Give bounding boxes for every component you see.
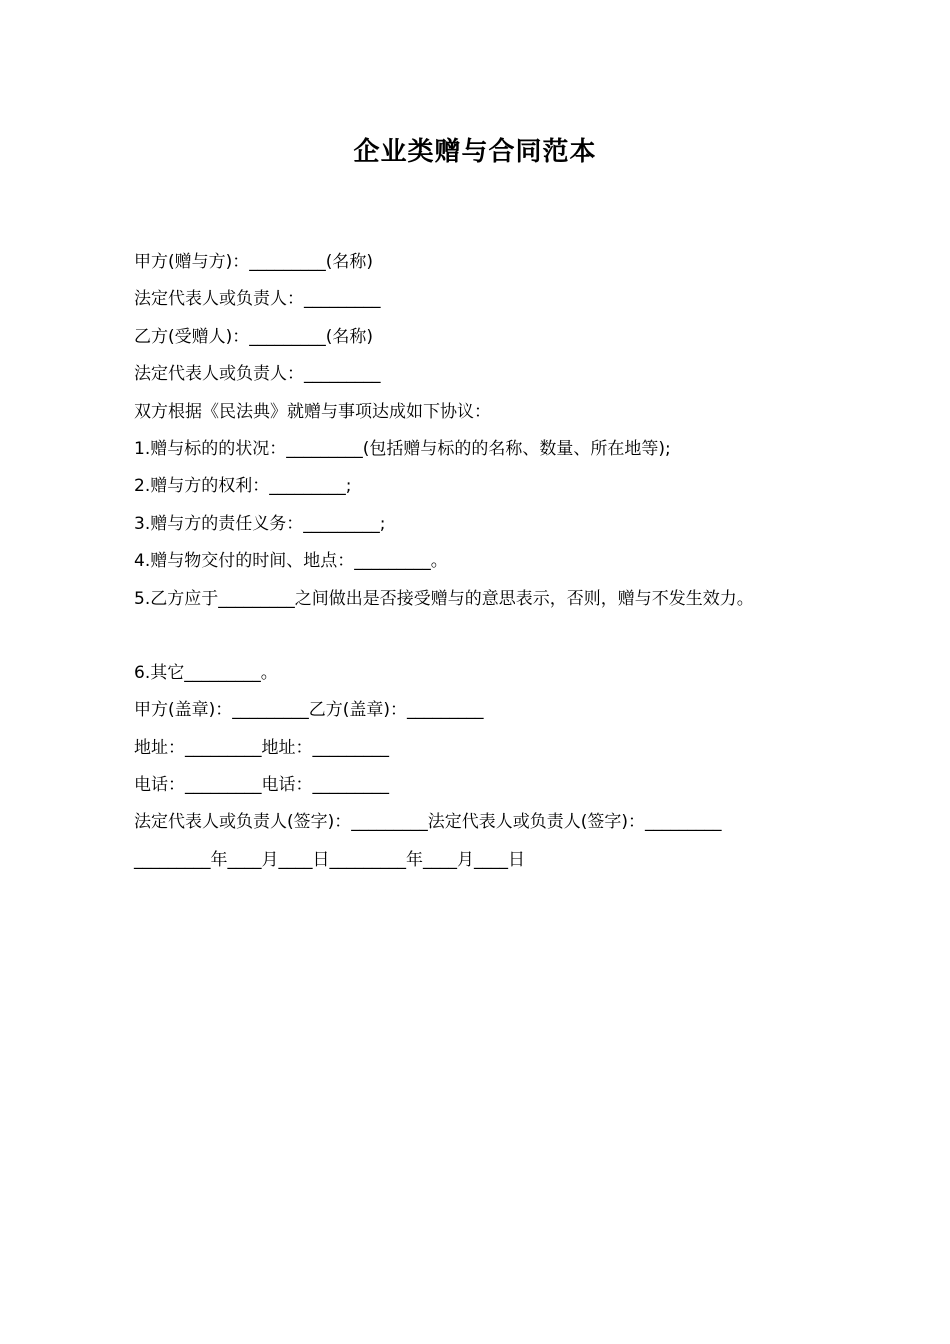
clause-1: 1.赠与标的的状况：_________(包括赠与标的的名称、数量、所在地等); [134,438,671,459]
clause-4: 4.赠与物交付的时间、地点：_________。 [134,551,448,572]
clause-6: 6.其它_________。 [134,662,278,683]
party-a-representative-line: 法定代表人或负责人：_________ [134,289,381,310]
agreement-intro-line: 双方根据《民法典》就赠与事项达成如下协议： [134,401,491,422]
party-b-line: 乙方(受赠人)：_________(名称) [134,326,374,347]
address-line: 地址：_________地址：_________ [134,737,389,758]
clause-3: 3.赠与方的责任义务：_________; [134,513,386,534]
document-title: 企业类赠与合同范本 [353,137,597,167]
date-line: _________年____月____日_________年____月____日 [134,849,525,870]
document-body [134,244,894,879]
clause-5: 5.乙方应于_________之间做出是否接受赠与的意思表示，否则，赠与不发生效力。 [134,588,754,609]
clause-2: 2.赠与方的权利：_________; [134,476,352,497]
signature-line: 法定代表人或负责人(签字)：_________法定代表人或负责人(签字)：_________ [134,812,722,833]
seal-line: 甲方(盖章)：_________乙方(盖章)：_________ [134,700,484,721]
paragraph-gap [134,618,894,655]
phone-line: 电话：_________电话：_________ [134,775,389,796]
party-a-line: 甲方(赠与方)：_________(名称) [134,252,374,272]
party-b-representative-line: 法定代表人或负责人：_________ [134,364,381,385]
